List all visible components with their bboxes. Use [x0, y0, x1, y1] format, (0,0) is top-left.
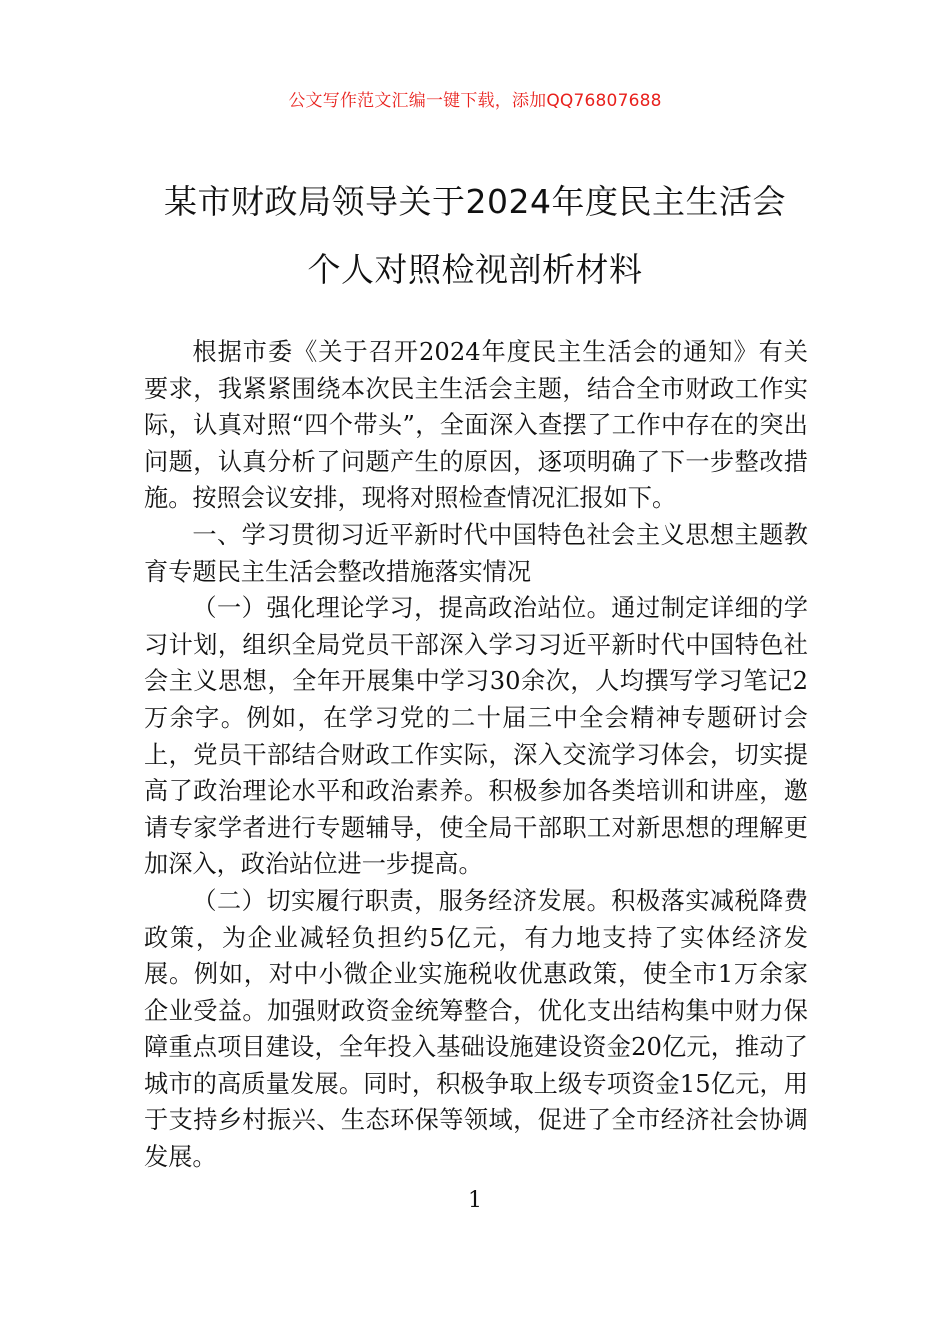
- subsection-paragraph-2: （二）切实履行职责，服务经济发展。积极落实减税降费政策，为企业减轻负担约5亿元，有力地支持了实体经济发展。例如，对中小微企业实施税收优惠政策，使全市1万余家企业受益。加强财政资金统筹整合，优化支出结构集中财力保障重点项目建设，全年投入基础设施建设资金20亿元，推动了城市的高质量发展。同时，积极争取上级专项资金15亿元，用于支持乡村振兴、生态环保等领域，促进了全市经济社会协调发展。: [144, 886, 808, 1172]
- document-title-line-1: 某市财政局领导关于2024年度民主生活会: [164, 182, 786, 221]
- intro-paragraph: 根据市委《关于召开2024年度民主生活会的通知》有关要求，我紧紧围绕本次民主生活会主题，结合全市财政工作实际，认真对照“四个带头”，全面深入查摆了工作中存在的突出问题，认真分析了问题产生的原因，逐项明确了下一步整改措施。按照会议安排，现将对照检查情况汇报如下。: [144, 338, 808, 513]
- page-number: 1: [468, 1188, 482, 1213]
- section-heading-1: 一、学习贯彻习近平新时代中国特色社会主义思想主题教育专题民主生活会整改措施落实情况: [144, 520, 808, 586]
- document-body: [144, 334, 808, 1176]
- subsection-paragraph-1: （一）强化理论学习，提高政治站位。通过制定详细的学习计划，组织全局党员干部深入学习习近平新时代中国特色社会主义思想，全年开展集中学习30余次，人均撰写学习笔记2万余字。例如，在学习党的二十届三中全会精神专题研讨会上，党员干部结合财政工作实际，深入交流学习体会，切实提高了政治理论水平和政治素养。积极参加各类培训和讲座，邀请专家学者进行专题辅导，使全局干部职工对新思想的理解更加深入，政治站位进一步提高。: [144, 594, 808, 879]
- document-title-line-2: 个人对照检视剖析材料: [307, 250, 643, 289]
- header-note: 公文写作范文汇编一键下载，添加QQ76807688: [288, 91, 662, 111]
